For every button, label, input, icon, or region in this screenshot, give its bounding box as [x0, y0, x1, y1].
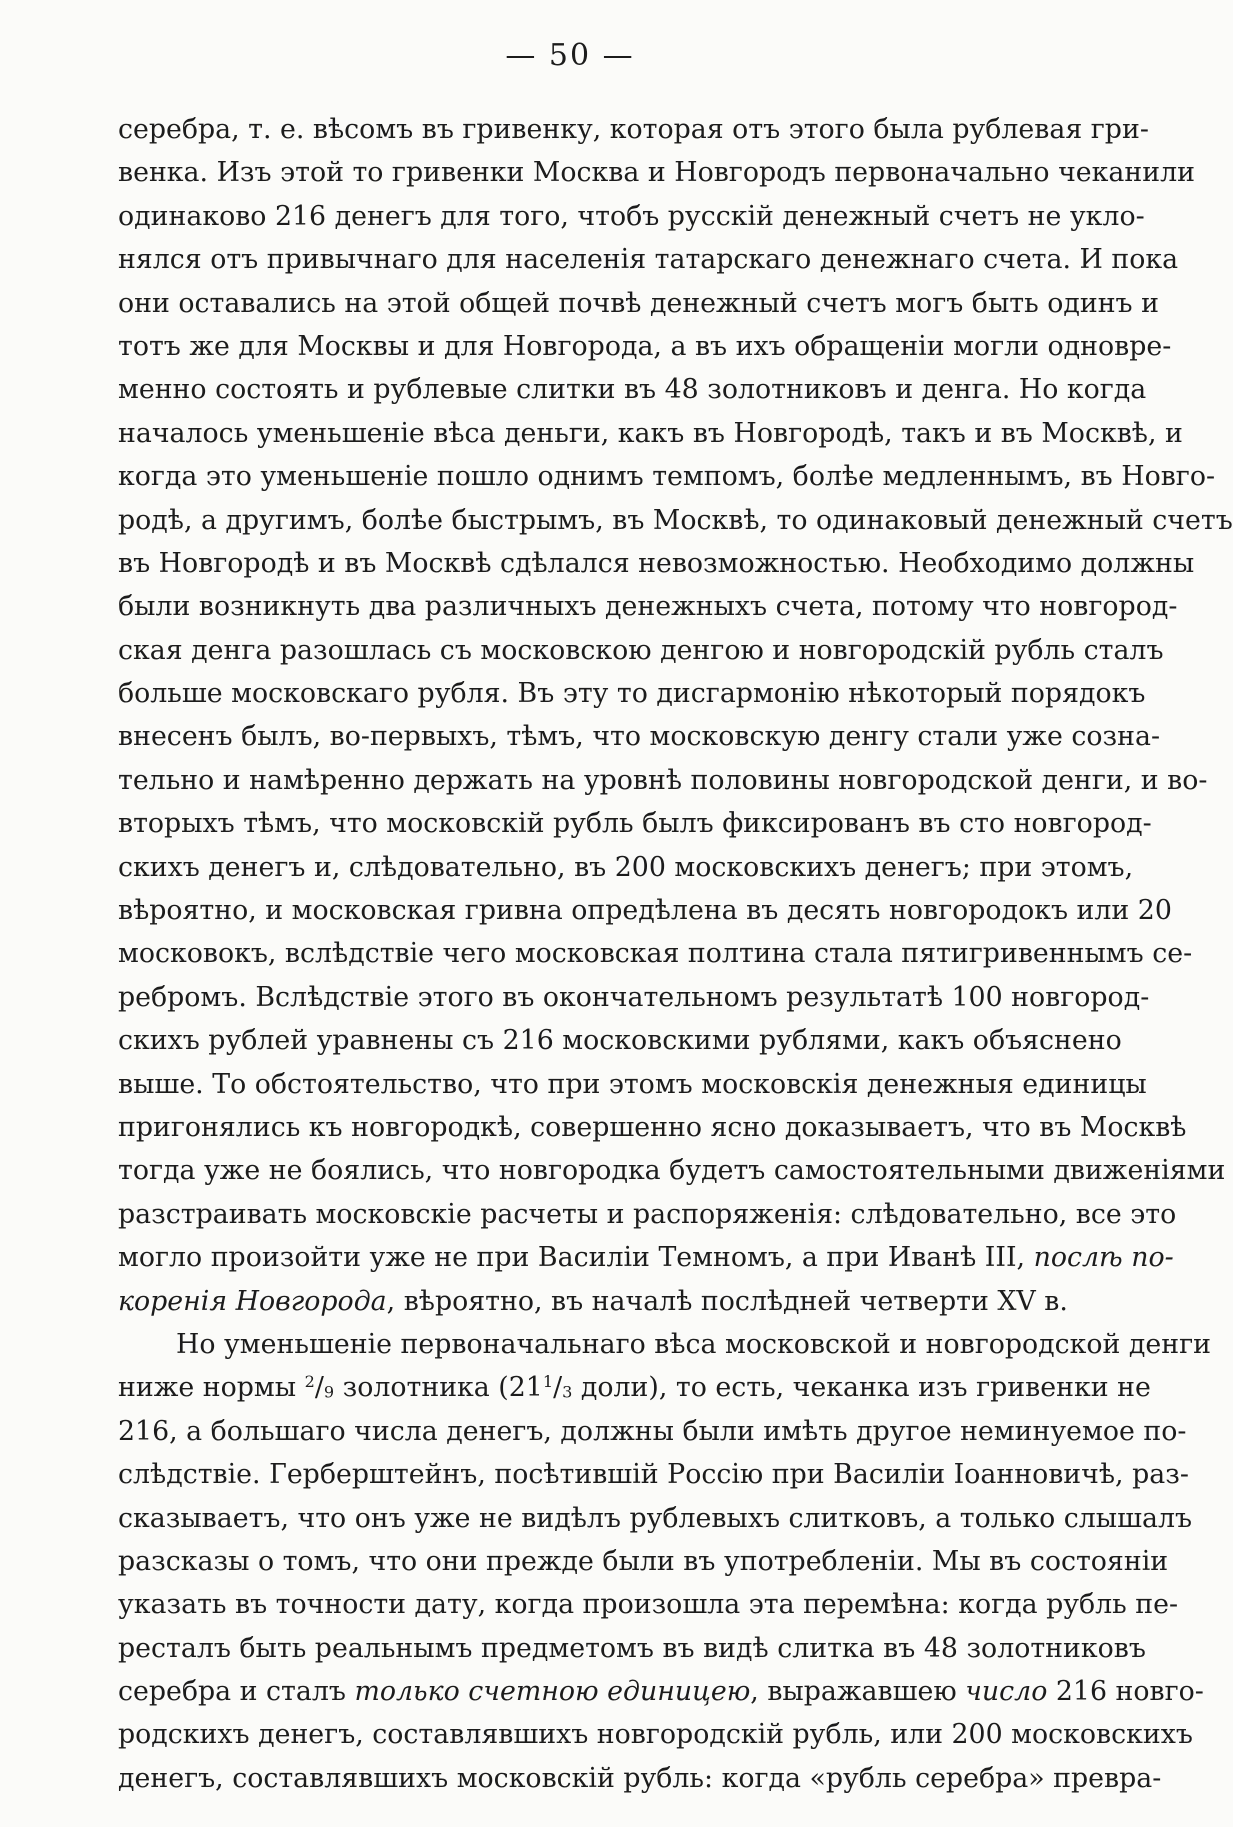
text-line: родскихъ денегъ, составлявшихъ новгородскій рубль, или 200 московскихъ [118, 1719, 1193, 1751]
text-line: внесенъ былъ, во-первыхъ, тѣмъ, что московскую денгу стали уже созна- [118, 721, 1161, 753]
text-line: выше. То обстоятельство, что при этомъ московскія денежныя единицы [118, 1068, 1147, 1100]
fraction-denominator: 3 [562, 1382, 573, 1402]
text-line: скихъ денегъ и, слѣдовательно, въ 200 московскихъ денегъ; при этомъ, [118, 851, 1134, 883]
text-line: одинаково 216 денегъ для того, чтобъ русскій денежный счетъ не укло- [118, 200, 1145, 232]
text-line: указать въ точности дату, когда произошла эта перемѣна: когда рубль пе- [118, 1589, 1179, 1621]
text-line: ниже нормы $^2/_9$ золотника ($21^1/_3$ доли), то есть, чеканка изъ гривенки не [118, 1372, 1151, 1404]
text-line: вторыхъ тѣмъ, что московскій рубль былъ фиксированъ въ сто новгород- [118, 808, 1152, 840]
fraction-numerator: 1 [542, 1372, 554, 1392]
fraction-numerator: 2 [304, 1372, 315, 1392]
text-line: 216, а большаго числа денегъ, должны были имѣть другое неминуемое по- [118, 1415, 1187, 1447]
text-line: венка. Изъ этой то гривенки Москва и Новгородъ первоначально чеканили [118, 157, 1195, 189]
paragraph-start-line: Но уменьшеніе первоначальнаго вѣса московской и новгородской денги [176, 1328, 1212, 1360]
text-line: началось уменьшеніе вѣса деньги, какъ въ Новгородѣ, такъ и въ Москвѣ, и [118, 417, 1183, 449]
italic-phrase: коренія Новгорода [118, 1285, 387, 1317]
italic-phrase: число [965, 1676, 1048, 1708]
text-line: московокъ, вслѣдствіе чего московская полтина стала пятигривеннымъ се- [118, 938, 1193, 970]
text-line: нялся отъ привычнаго для населенія татарскаго денежнаго счета. И пока [118, 244, 1179, 276]
text-line: ская денга разошлась съ московскою денгою и новгородскій рубль сталъ [118, 634, 1164, 666]
text-line: были возникнуть два различныхъ денежныхъ счета, потому что новгород- [118, 591, 1178, 623]
text-line: серебра и сталъ только счетною единицею, выражавшею число 216 новго- [118, 1676, 1204, 1708]
text-line: тотъ же для Москвы и для Новгорода, а въ ихъ обращеніи могли одновре- [118, 330, 1172, 362]
text-line: вѣроятно, и московская гривна опредѣлена въ десять новгородокъ или 20 [118, 895, 1172, 927]
body-text [118, 108, 1233, 1800]
text-line: тогда уже не боялись, что новгородка будетъ самостоятельными движеніями [118, 1155, 1226, 1187]
text-line: денегъ, составлявшихъ московскій рубль: когда «рубль серебра» превра- [118, 1762, 1162, 1794]
fraction-denominator: 9 [323, 1382, 335, 1402]
text-line: когда это уменьшеніе пошло однимъ темпомъ, болѣе медленнымъ, въ Новго- [118, 461, 1216, 493]
text-line: могло произойти уже не при Василіи Темномъ, а при Иванѣ III, послѣ по- [118, 1242, 1174, 1274]
text-line: въ Новгородѣ и въ Москвѣ сдѣлался невозможностью. Необходимо должны [118, 547, 1195, 579]
page-number: — 50 — [505, 38, 635, 73]
italic-phrase: послѣ по- [1033, 1242, 1174, 1274]
text-line: родѣ, а другимъ, болѣе быстрымъ, въ Москвѣ, то одинаковый денежный счетъ [118, 504, 1233, 536]
text-line: разсказы о томъ, что они прежде были въ употребленіи. Мы въ состояніи [118, 1545, 1169, 1577]
text-line: слѣдствіе. Герберштейнъ, посѣтившій Россію при Василіи Іоанновичѣ, раз- [118, 1459, 1189, 1491]
text-line: скихъ рублей уравнены съ 216 московскими рублями, какъ объяснено [118, 1025, 1122, 1057]
text-line: тельно и намѣренно держать на уровнѣ половины новгородской денги, и во- [118, 764, 1208, 796]
text-line: ресталъ быть реальнымъ предметомъ въ видѣ слитка въ 48 золотниковъ [118, 1632, 1146, 1664]
text-line: менно состоять и рублевые слитки въ 48 золотниковъ и денга. Но когда [118, 374, 1147, 406]
text-line: сказываетъ, что онъ уже не видѣлъ рублевыхъ слитковъ, а только слышалъ [118, 1502, 1193, 1534]
text-line: они оставались на этой общей почвѣ денежный счетъ могъ быть одинъ и [118, 287, 1159, 319]
italic-phrase: только счетною единицею [354, 1676, 751, 1708]
text-line: больше московскаго рубля. Въ эту то дисгармонію нѣкоторый порядокъ [118, 678, 1146, 710]
text-line: ребромъ. Вслѣдствіе этого въ окончательномъ результатѣ 100 новгород- [118, 981, 1150, 1013]
text-line: коренія Новгорода, вѣроятно, въ началѣ послѣдней четверти XV в. [118, 1285, 1068, 1317]
text-line: пригонялись къ новгородкѣ, совершенно ясно доказываетъ, что въ Москвѣ [118, 1111, 1187, 1143]
text-line: серебра, т. е. вѣсомъ въ гривенку, которая отъ этого была рублевая гри- [118, 114, 1149, 145]
text-line: разстраивать московскіе расчеты и распоряженія: слѣдовательно, все это [118, 1198, 1177, 1230]
